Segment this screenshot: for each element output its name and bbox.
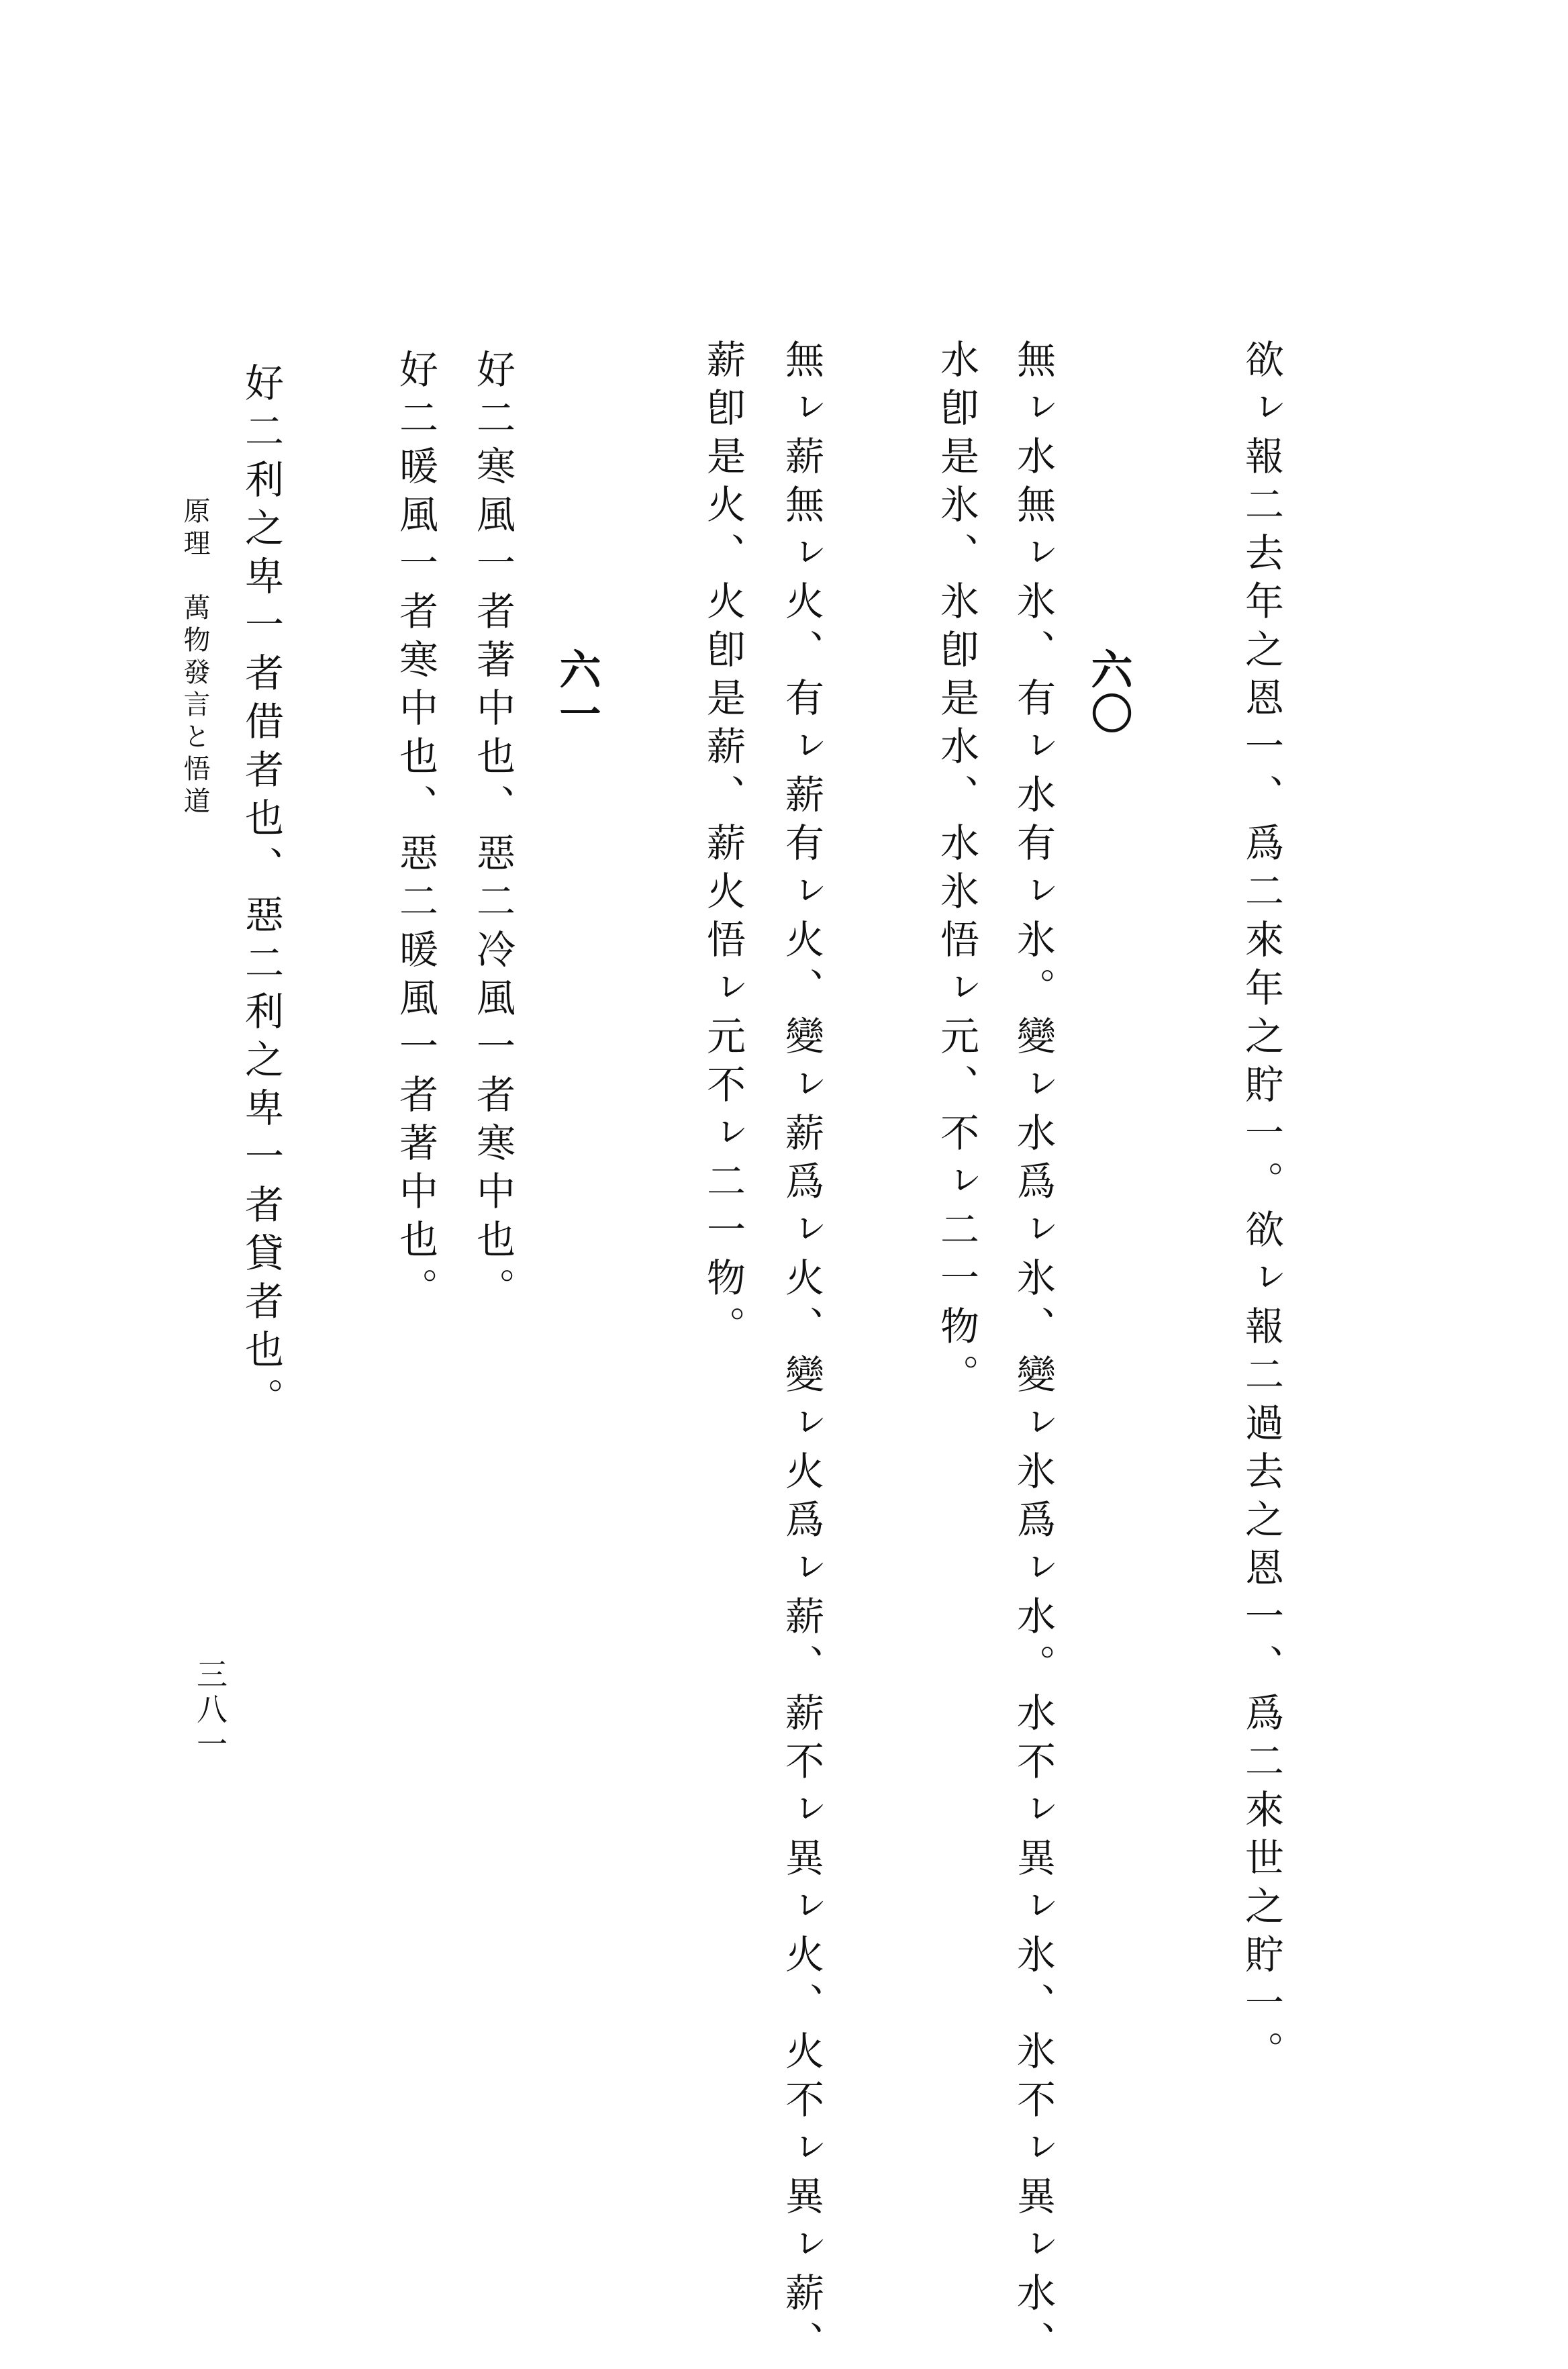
- text-line-2: 無ㇾ水無ㇾ氷、有ㇾ水有ㇾ氷。變ㇾ水爲ㇾ氷、變ㇾ氷爲ㇾ水。水不ㇾ異ㇾ氷、氷不ㇾ異ㇾ水、: [1010, 339, 1056, 2369]
- page-number: 三八一: [192, 1658, 228, 1763]
- text-line-4: 無ㇾ薪無ㇾ火、有ㇾ薪有ㇾ火、變ㇾ薪爲ㇾ火、變ㇾ火爲ㇾ薪、薪不ㇾ異ㇾ火、火不ㇾ異ㇾ薪、: [779, 339, 824, 2369]
- text-line-1: 欲ㇾ報二去年之恩一、爲二來年之貯一。欲ㇾ報二過去之恩一、爲二來世之貯一。: [1238, 339, 1284, 2079]
- text-line-3: 水卽是氷、氷卽是水、水氷悟ㇾ元、不ㇾ二一物。: [934, 339, 979, 1402]
- section-heading-60: 六〇: [1084, 648, 1133, 736]
- section-heading-61: 六一: [552, 648, 601, 736]
- text-line-8: 好二利之卑一者借者也、惡二利之卑一者貸者也。: [238, 362, 284, 1426]
- text-line-5: 薪卽是火、火卽是薪、薪火悟ㇾ元不ㇾ二一物。: [700, 339, 746, 1354]
- text-line-7: 好二暖風一者寒中也、惡二暖風一者著中也。: [393, 349, 438, 1316]
- text-line-6: 好二寒風一者著中也、惡二冷風一者寒中也。: [470, 349, 516, 1316]
- running-head: 原理 萬物發言と悟道: [179, 497, 210, 819]
